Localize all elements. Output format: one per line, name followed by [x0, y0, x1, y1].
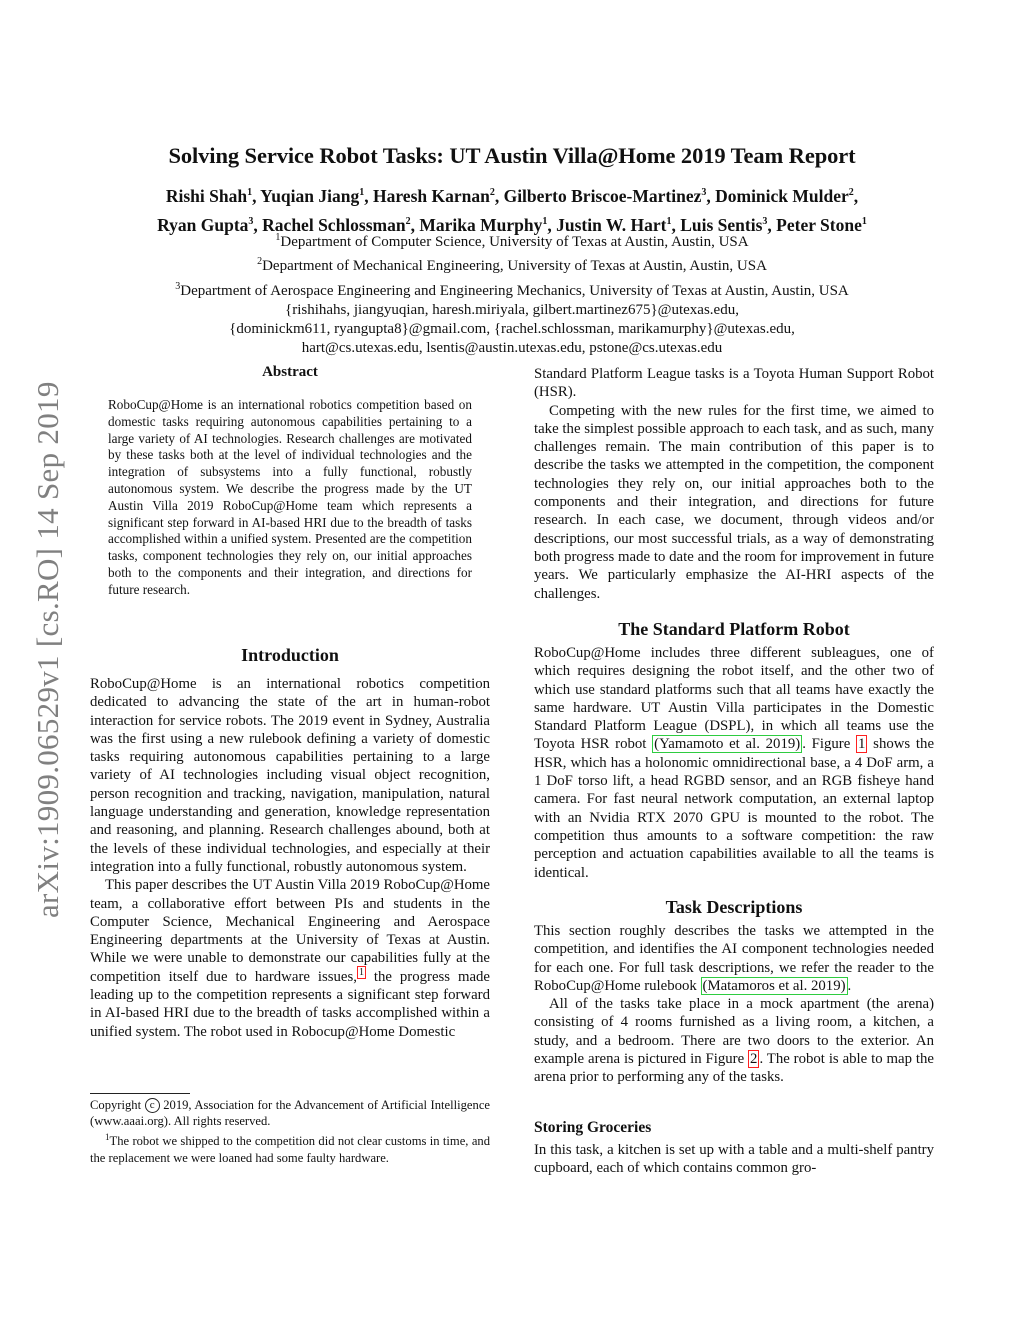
citation-matamoros[interactable]: (Matamoros et al. 2019): [702, 977, 846, 994]
abstract-text: RoboCup@Home is an international robotics competition based on domestic tasks requiring autonomous capabilities pertaining to a large variety of AI technologies. Research challenges are motivated by these tasks both at the level of individual technologies and the integration of subsystems into a fully functional, robustly autonomous system. We describe the progress made by the UT Austin Villa 2019 RoboCup@Home team which represents a significant step forward in AI-based HRI due to the breadth of tasks accomplished within a unified system. Presented are the competition tasks, component technologies they rely on, our initial approaches both to the components and their integration, and directions for future research.: [108, 397, 472, 597]
standard-platform-heading: The Standard Platform Robot: [618, 619, 850, 639]
footnote-link[interactable]: 1: [358, 966, 364, 978]
paper-title: Solving Service Robot Tasks: UT Austin Villa@Home 2019 Team Report: [168, 143, 856, 168]
copyright-notice: Copyright c 2019, Association for the Advancement of Artificial Intelligence (www.aaai.org). All rights reserved.: [90, 1098, 490, 1129]
task-descriptions-body: [534, 922, 934, 1087]
task-descriptions-heading: Task Descriptions: [665, 897, 803, 917]
affiliation-1: $^1$Department of Computer Science, University of Texas at Austin, Austin, USA: [275, 232, 749, 250]
email-line-3: hart@cs.utexas.edu, lsentis@austin.utexas.edu, pstone@cs.utexas.edu: [301, 340, 723, 357]
right-column-intro: [534, 365, 934, 603]
storing-groceries-heading: Storing Groceries: [534, 1119, 652, 1136]
affiliation-2: $^2$Department of Mechanical Engineering, University of Texas at Austin, Austin, USA: [257, 256, 767, 275]
storing-groceries-body: In this task, a kitchen is set up with a table and a multi-shelf pantry cupboard, each of which contains common gro-: [534, 1142, 934, 1177]
intro-paragraph-3: Competing with the new rules for the first time, we aimed to take the simplest possible approach to each task, and as such, many challenges remain. The main contribution of this paper is to describe the tasks we attempted in the competition, the component technologies they rely on, our initial approaches both to the components and their integration, and directions for future research. In each case, we document, through videos and/or descriptions, our most successful trials, as a way of demonstrating both progress made to date and the room for improvement in future years. We particularly emphasize the AI-HRI aspects of the challenges.: [534, 402, 934, 602]
footnotes: [90, 1097, 490, 1166]
arxiv-identifier: arXiv:1909.06529v1 [cs.RO] 14 Sep 2019: [30, 381, 65, 919]
figure-2-link[interactable]: 2: [750, 1051, 758, 1068]
standard-platform-body: [534, 644, 934, 882]
task-descriptions-paragraph-2: All of the tasks take place in a mock apartment (the arena) consisting of 4 rooms furnished as a living room, a kitchen, a study, and a bedroom. There are two doors to the exterior. An example arena is pictured in Figure 2 . The robot is able to map the arena prior to performing any of the tasks.: [534, 996, 934, 1086]
intro-paragraph-2: This paper describes the UT Austin Villa 2019 RoboCup@Home team, a collaborative effort between PIs and students in the Computer Science, Mechanical Engineering and Aerospace Engineering departments at the University of Texas at Austin. While we were unable to demonstrate our capabilities fully at the competition itself due to hardware issues, $^1$ the progress made leading up to the competition represents a significant step forward in AI-based HRI due to the breadth of tasks accomplished within a unified system. The robot used in Robocup@Home Domestic: [90, 877, 491, 1040]
intro-paragraph-continued: Standard Platform League tasks is a Toyota Human Support Robot (HSR).: [534, 366, 934, 401]
footnote-rule: [90, 1093, 190, 1094]
abstract-heading: Abstract: [262, 364, 318, 380]
footnote-1: $^1$The robot we shipped to the competition did not clear customs in time, and the replacement we were loaned had some faulty hardware.: [90, 1132, 490, 1165]
figure-1-link[interactable]: 1: [858, 736, 866, 753]
introduction-heading: Introduction: [241, 645, 339, 665]
author-line-2: Ryan Gupta$^3$, Rachel Schlossman$^2$, Marika Murphy$^1$, Justin W. Hart$^1$, Luis Sentis$^3$, Peter Stone$^1$: [157, 214, 867, 235]
intro-paragraph-1: RoboCup@Home is an international robotics competition dedicated to advancing the state of the art in human-robot interaction for service robots. The 2019 event in Sydney, Australia was the first using a new rulebook defining a variety of domestic tasks requiring autonomous capabilities pertaining to a large variety of AI technologies including visual object recognition, person recognition and tracking, navigation, manipulation, natural language understanding and generation, knowledge representation and reasoning, and planning. Research challenges abound, both at the levels of these individual technologies, and especially at their integration into a fully functional, robustly autonomous system.: [90, 676, 490, 875]
citation-yamamoto[interactable]: (Yamamoto et al. 2019): [654, 736, 801, 753]
standard-platform-paragraph: RoboCup@Home includes three different subleagues, one of which requires designing the robot itself, and the other two of which use standard platforms such that all teams have exactly the same hardware. UT Austin Villa participates in the Domestic Standard Platform League (DSPL), in which all teams use the Toyota HSR robot (Yamamoto et al. 2019) . Figure 1 shows the HSR, which has a holonomic omnidirectional base, a 4 DoF arm, a 1 DoF torso lift, a head RGBD sensor, and an RGB fisheye hand camera. For fast neural network computation, an external laptop with an Nvidia RTX 2070 GPU is mounted to the robot. The competition thus amounts to a software competition: the raw perception and actuation capabilities available to all the teams is identical.: [534, 645, 935, 881]
introduction-body: [90, 675, 490, 1041]
affiliations: [0, 228, 1024, 359]
email-line-2: {dominickm611, ryangupta8}@gmail.com, {rachel.schlossman, marikamurphy}@utexas.edu,: [229, 321, 795, 338]
affiliation-3: $^3$Department of Aerospace Engineering and Engineering Mechanics, University of Texas at Austin, Austin, USA: [175, 280, 849, 299]
email-line-1: {rishihahs, jiangyuqian, haresh.miriyala, gilbert.martinez675}@utexas.edu,: [285, 301, 739, 318]
copyright-symbol: c: [145, 1098, 160, 1113]
task-descriptions-paragraph-1: This section roughly describes the tasks we attempted in the competition, and identifies the AI component technologies needed for each one. For full task descriptions, we refer the reader to the RoboCup@Home rulebook (Matamoros et al. 2019) .: [534, 923, 934, 994]
author-line-1: Rishi Shah$^1$, Yuqian Jiang$^1$, Haresh Karnan$^2$, Gilberto Briscoe-Martinez$^3$, Dominick Mulder$^2$,: [165, 185, 859, 206]
